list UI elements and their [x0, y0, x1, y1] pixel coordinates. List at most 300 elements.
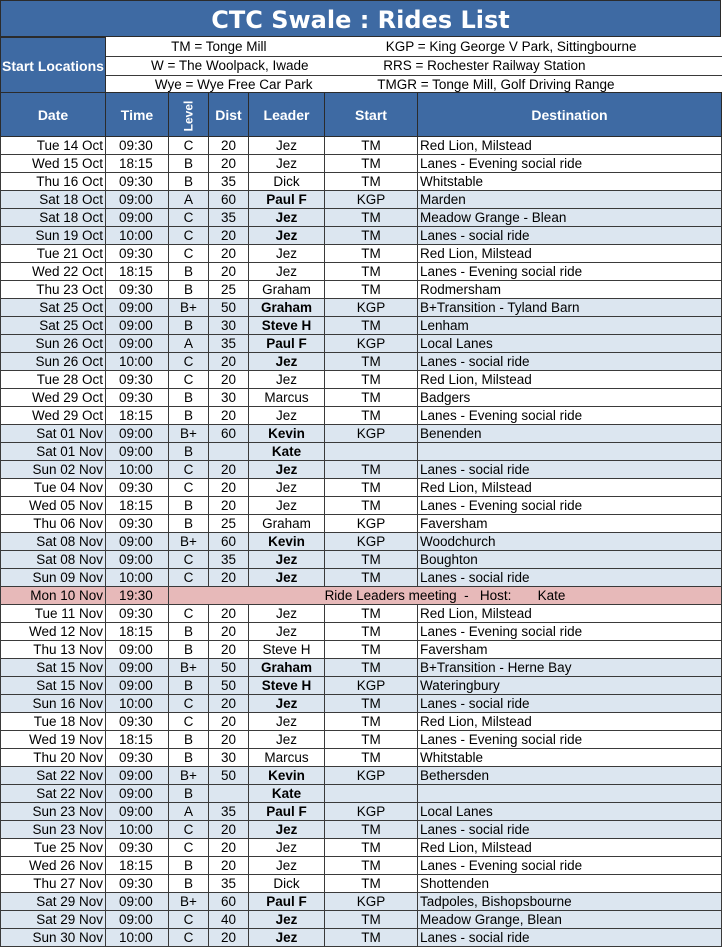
ride-time: 10:00: [106, 227, 169, 245]
ride-start: TM: [325, 263, 418, 281]
ride-date: Sun 23 Nov: [1, 821, 106, 839]
ride-row: [1, 407, 722, 425]
ride-time: 09:30: [106, 389, 169, 407]
ride-time: 10:00: [106, 461, 169, 479]
ride-destination: Red Lion, Milstead: [418, 371, 722, 389]
ride-time: 09:00: [106, 911, 169, 929]
ride-level: B+: [169, 299, 209, 317]
ride-distance: 50: [209, 299, 249, 317]
ride-start: TM: [325, 605, 418, 623]
column-header-start: Start: [325, 93, 418, 137]
ride-leader: Jez: [249, 821, 325, 839]
ride-start: KGP: [325, 677, 418, 695]
ride-time: 10:00: [106, 569, 169, 587]
ride-level: B: [169, 641, 209, 659]
ride-destination: Rodmersham: [418, 281, 722, 299]
ride-destination: B+Transition - Tyland Barn: [418, 299, 722, 317]
ride-date: Thu 06 Nov: [1, 515, 106, 533]
column-header-date: Date: [1, 93, 106, 137]
ride-row: [1, 335, 722, 353]
ride-distance: 20: [209, 227, 249, 245]
ride-date: Sun 19 Oct: [1, 227, 106, 245]
ride-level: C: [169, 479, 209, 497]
ride-start: KGP: [325, 803, 418, 821]
ride-distance: 60: [209, 191, 249, 209]
ride-time: 09:00: [106, 317, 169, 335]
ride-time: 09:30: [106, 245, 169, 263]
ride-level: B: [169, 155, 209, 173]
ride-destination: Lanes - Evening social ride: [418, 155, 722, 173]
ride-time: 09:30: [106, 371, 169, 389]
ride-level: B: [169, 857, 209, 875]
ride-date: Sat 01 Nov: [1, 443, 106, 461]
ride-time: 09:00: [106, 551, 169, 569]
ride-level: C: [169, 695, 209, 713]
ride-destination: Whitstable: [418, 749, 722, 767]
ride-leader: Jez: [249, 461, 325, 479]
ride-time: 10:00: [106, 821, 169, 839]
ride-start: TM: [325, 137, 418, 155]
ride-distance: 20: [209, 137, 249, 155]
ride-distance: 20: [209, 353, 249, 371]
ride-time: 18:15: [106, 155, 169, 173]
ride-date: Wed 26 Nov: [1, 857, 106, 875]
ride-level: C: [169, 551, 209, 569]
ride-time: 18:15: [106, 731, 169, 749]
ride-destination: Bethersden: [418, 767, 722, 785]
ride-distance: 20: [209, 641, 249, 659]
ride-row: [1, 371, 722, 389]
ride-distance: 20: [209, 695, 249, 713]
ride-leader: Marcus: [249, 749, 325, 767]
ride-destination: Faversham: [418, 641, 722, 659]
ride-destination: Red Lion, Milstead: [418, 137, 722, 155]
ride-start: KGP: [325, 335, 418, 353]
ride-destination: Benenden: [418, 425, 722, 443]
ride-destination: Meadow Grange, Blean: [418, 911, 722, 929]
ride-date: Wed 12 Nov: [1, 623, 106, 641]
ride-start: TM: [325, 929, 418, 947]
ride-distance: 35: [209, 551, 249, 569]
ride-level: B: [169, 677, 209, 695]
ride-row: [1, 515, 722, 533]
ride-start: TM: [325, 371, 418, 389]
ride-distance: 20: [209, 245, 249, 263]
ride-start: TM: [325, 209, 418, 227]
ride-row: [1, 893, 722, 911]
ride-level: C: [169, 569, 209, 587]
ride-leader: Jez: [249, 407, 325, 425]
ride-row: [1, 425, 722, 443]
ride-row: [1, 605, 722, 623]
ride-distance: 60: [209, 425, 249, 443]
ride-distance: 20: [209, 479, 249, 497]
ride-leader: Jez: [249, 137, 325, 155]
ride-distance: 25: [209, 515, 249, 533]
ride-date: Sun 26 Oct: [1, 335, 106, 353]
ride-leader: Jez: [249, 551, 325, 569]
location-key-tm: TM = Tonge Mill: [106, 38, 316, 57]
ride-time: 09:30: [106, 713, 169, 731]
ride-row: [1, 137, 722, 155]
ride-distance: 60: [209, 533, 249, 551]
ride-leader: Jez: [249, 227, 325, 245]
ride-time: 10:00: [106, 695, 169, 713]
ride-date: Thu 16 Oct: [1, 173, 106, 191]
ride-leader: Graham: [249, 659, 325, 677]
ride-date: Tue 11 Nov: [1, 605, 106, 623]
ride-leader: Jez: [249, 479, 325, 497]
ride-leader: Jez: [249, 731, 325, 749]
ride-date: Wed 29 Oct: [1, 389, 106, 407]
ride-time: 09:00: [106, 785, 169, 803]
ride-distance: 20: [209, 839, 249, 857]
ride-start: TM: [325, 353, 418, 371]
ride-time: 09:00: [106, 335, 169, 353]
ride-time: 09:00: [106, 803, 169, 821]
ride-level: C: [169, 209, 209, 227]
ride-row: [1, 173, 722, 191]
ride-time: 09:00: [106, 893, 169, 911]
ride-destination: Boughton: [418, 551, 722, 569]
ride-distance: 35: [209, 209, 249, 227]
ride-row: [1, 209, 722, 227]
column-header-destination: Destination: [418, 93, 722, 137]
ride-level: B: [169, 407, 209, 425]
ride-level: B: [169, 785, 209, 803]
ride-leader: Dick: [249, 173, 325, 191]
ride-date: Tue 28 Oct: [1, 371, 106, 389]
ride-destination: Woodchurch: [418, 533, 722, 551]
ride-leader: Jez: [249, 263, 325, 281]
ride-level: B+: [169, 533, 209, 551]
ride-date: Sat 22 Nov: [1, 767, 106, 785]
ride-leader: Paul F: [249, 803, 325, 821]
ride-level: A: [169, 335, 209, 353]
ride-destination: Red Lion, Milstead: [418, 245, 722, 263]
column-header-level: [169, 93, 209, 137]
ride-distance: 20: [209, 623, 249, 641]
meeting-row: [1, 587, 722, 605]
ride-row: [1, 569, 722, 587]
ride-leader: Steve H: [249, 677, 325, 695]
ride-level: C: [169, 461, 209, 479]
ride-leader: Kevin: [249, 767, 325, 785]
ride-start: TM: [325, 857, 418, 875]
ride-time: 09:00: [106, 533, 169, 551]
start-locations-table: [0, 37, 722, 95]
ride-destination: Local Lanes: [418, 335, 722, 353]
ride-leader: Jez: [249, 245, 325, 263]
ride-destination: Lanes - Evening social ride: [418, 623, 722, 641]
ride-leader: Jez: [249, 155, 325, 173]
ride-time: 09:00: [106, 209, 169, 227]
ride-time: 09:00: [106, 659, 169, 677]
ride-distance: 60: [209, 893, 249, 911]
ride-date: Thu 27 Nov: [1, 875, 106, 893]
ride-row: [1, 281, 722, 299]
ride-start: KGP: [325, 299, 418, 317]
ride-leader: Dick: [249, 875, 325, 893]
ride-distance: 20: [209, 497, 249, 515]
ride-start: KGP: [325, 767, 418, 785]
ride-destination: Lanes - Evening social ride: [418, 407, 722, 425]
ride-leader: Jez: [249, 371, 325, 389]
ride-leader: Graham: [249, 299, 325, 317]
ride-level: C: [169, 353, 209, 371]
ride-distance: 20: [209, 263, 249, 281]
ride-destination: Whitstable: [418, 173, 722, 191]
ride-level: B: [169, 731, 209, 749]
ride-destination: Faversham: [418, 515, 722, 533]
ride-distance: 50: [209, 767, 249, 785]
ride-leader: Jez: [249, 623, 325, 641]
ride-start: TM: [325, 623, 418, 641]
ride-start: TM: [325, 245, 418, 263]
ride-start: TM: [325, 731, 418, 749]
ride-row: [1, 443, 722, 461]
ride-row: [1, 191, 722, 209]
ride-date: Sun 30 Nov: [1, 929, 106, 947]
ride-time: 09:00: [106, 443, 169, 461]
rides-table: [0, 92, 722, 947]
ride-date: Sat 29 Nov: [1, 911, 106, 929]
ride-distance: 20: [209, 569, 249, 587]
ride-level: B: [169, 443, 209, 461]
ride-row: [1, 497, 722, 515]
ride-date: Sun 02 Nov: [1, 461, 106, 479]
ride-date: Sat 18 Oct: [1, 191, 106, 209]
ride-destination: Lanes - social ride: [418, 227, 722, 245]
ride-destination: Badgers: [418, 389, 722, 407]
ride-distance: 50: [209, 659, 249, 677]
column-header-time: Time: [106, 93, 169, 137]
ride-row: [1, 911, 722, 929]
ride-level: C: [169, 713, 209, 731]
ride-destination: Tadpoles, Bishopsbourne: [418, 893, 722, 911]
start-locations-heading: Start Locations: [1, 38, 106, 95]
ride-level: A: [169, 191, 209, 209]
ride-row: [1, 857, 722, 875]
ride-row: [1, 803, 722, 821]
ride-row: [1, 551, 722, 569]
ride-distance: 35: [209, 875, 249, 893]
ride-date: Mon 10 Nov: [1, 587, 106, 605]
ride-date: Sat 18 Oct: [1, 209, 106, 227]
ride-start: TM: [325, 659, 418, 677]
ride-level: B: [169, 173, 209, 191]
ride-row: [1, 623, 722, 641]
ride-time: 19:30: [106, 587, 169, 605]
ride-distance: 20: [209, 461, 249, 479]
ride-start: TM: [325, 749, 418, 767]
ride-level: C: [169, 821, 209, 839]
ride-destination: Red Lion, Milstead: [418, 479, 722, 497]
ride-date: Sun 23 Nov: [1, 803, 106, 821]
ride-date: Sat 22 Nov: [1, 785, 106, 803]
location-key-rrs: RRS = Rochester Railway Station: [316, 56, 722, 75]
ride-destination: Red Lion, Milstead: [418, 839, 722, 857]
ride-date: Wed 22 Oct: [1, 263, 106, 281]
ride-leader: Jez: [249, 713, 325, 731]
ride-time: 09:00: [106, 425, 169, 443]
ride-date: Tue 21 Oct: [1, 245, 106, 263]
ride-time: 09:30: [106, 479, 169, 497]
ride-row: [1, 785, 722, 803]
ride-row: [1, 533, 722, 551]
location-key-tmgr: TMGR = Tonge Mill, Golf Driving Range: [316, 75, 722, 94]
ride-row: [1, 749, 722, 767]
ride-start: [325, 443, 418, 461]
ride-time: 09:30: [106, 515, 169, 533]
ride-start: TM: [325, 479, 418, 497]
ride-row: [1, 353, 722, 371]
ride-start: TM: [325, 911, 418, 929]
ride-distance: 35: [209, 335, 249, 353]
location-key-kgp: KGP = King George V Park, Sittingbourne: [316, 38, 722, 57]
ride-start: TM: [325, 821, 418, 839]
ride-row: [1, 317, 722, 335]
ride-leader: Kate: [249, 443, 325, 461]
ride-row: [1, 479, 722, 497]
ride-row: [1, 389, 722, 407]
ride-time: 09:30: [106, 173, 169, 191]
ride-time: 09:30: [106, 605, 169, 623]
ride-distance: 50: [209, 677, 249, 695]
rides-header-row: [1, 93, 722, 137]
ride-destination: Lanes - Evening social ride: [418, 497, 722, 515]
ride-start: TM: [325, 551, 418, 569]
ride-date: Sat 25 Oct: [1, 317, 106, 335]
ride-date: Wed 19 Nov: [1, 731, 106, 749]
ride-date: Sat 29 Nov: [1, 893, 106, 911]
ride-leader: Jez: [249, 929, 325, 947]
ride-date: Sat 25 Oct: [1, 299, 106, 317]
ride-time: 18:15: [106, 263, 169, 281]
ride-date: Tue 18 Nov: [1, 713, 106, 731]
ride-date: Sat 08 Nov: [1, 551, 106, 569]
ride-destination: Lanes - social ride: [418, 929, 722, 947]
ride-level: B: [169, 623, 209, 641]
ride-destination: Shottenden: [418, 875, 722, 893]
ride-row: [1, 821, 722, 839]
ride-leader: Marcus: [249, 389, 325, 407]
ride-date: Sun 26 Oct: [1, 353, 106, 371]
ride-time: 09:00: [106, 677, 169, 695]
ride-distance: 20: [209, 155, 249, 173]
ride-start: KGP: [325, 515, 418, 533]
ride-start: TM: [325, 497, 418, 515]
ride-date: Tue 14 Oct: [1, 137, 106, 155]
ride-level: C: [169, 929, 209, 947]
ride-row: [1, 731, 722, 749]
ride-start: TM: [325, 839, 418, 857]
ride-distance: 35: [209, 173, 249, 191]
ride-level: C: [169, 245, 209, 263]
ride-start: TM: [325, 389, 418, 407]
ride-time: 09:30: [106, 749, 169, 767]
ride-time: 09:30: [106, 281, 169, 299]
ride-start: TM: [325, 713, 418, 731]
ride-start: [325, 785, 418, 803]
ride-time: 09:30: [106, 137, 169, 155]
ride-level: B: [169, 497, 209, 515]
ride-leader: Jez: [249, 839, 325, 857]
ride-leader: Jez: [249, 497, 325, 515]
column-header-dist: Dist: [209, 93, 249, 137]
ride-time: 18:15: [106, 857, 169, 875]
ride-start: TM: [325, 641, 418, 659]
ride-destination: Lanes - social ride: [418, 695, 722, 713]
ride-date: Wed 05 Nov: [1, 497, 106, 515]
ride-distance: 20: [209, 857, 249, 875]
ride-time: 09:00: [106, 299, 169, 317]
ride-destination: Lanes - Evening social ride: [418, 263, 722, 281]
ride-destination: B+Transition - Herne Bay: [418, 659, 722, 677]
ride-row: [1, 839, 722, 857]
ride-row: [1, 767, 722, 785]
ride-start: TM: [325, 461, 418, 479]
ride-distance: 20: [209, 713, 249, 731]
ride-time: 09:00: [106, 767, 169, 785]
ride-level: B: [169, 263, 209, 281]
location-key-wye: Wye = Wye Free Car Park: [106, 75, 316, 94]
ride-destination: [418, 785, 722, 803]
ride-distance: 30: [209, 317, 249, 335]
ride-row: [1, 263, 722, 281]
ride-row: [1, 677, 722, 695]
ride-level: B+: [169, 425, 209, 443]
ride-date: Sat 15 Nov: [1, 659, 106, 677]
ride-destination: Lanes - Evening social ride: [418, 731, 722, 749]
ride-destination: Lanes - social ride: [418, 569, 722, 587]
ride-start: TM: [325, 875, 418, 893]
ride-date: Sat 08 Nov: [1, 533, 106, 551]
ride-level: B: [169, 281, 209, 299]
ride-leader: Jez: [249, 569, 325, 587]
ride-row: [1, 695, 722, 713]
ride-distance: 40: [209, 911, 249, 929]
ride-time: 18:15: [106, 623, 169, 641]
column-header-level-label: Level: [181, 100, 196, 131]
rides-body: [1, 137, 722, 947]
column-header-leader: Leader: [249, 93, 325, 137]
ride-leader: Steve H: [249, 641, 325, 659]
ride-start: TM: [325, 317, 418, 335]
ride-distance: 35: [209, 803, 249, 821]
ride-distance: 20: [209, 371, 249, 389]
ride-level: B: [169, 875, 209, 893]
ride-time: 09:30: [106, 875, 169, 893]
ride-start: TM: [325, 569, 418, 587]
ride-start: TM: [325, 155, 418, 173]
ride-distance: 30: [209, 749, 249, 767]
ride-level: C: [169, 911, 209, 929]
ride-destination: Red Lion, Milstead: [418, 605, 722, 623]
ride-row: [1, 461, 722, 479]
ride-distance: 20: [209, 407, 249, 425]
ride-date: Sat 15 Nov: [1, 677, 106, 695]
ride-destination: Lanes - social ride: [418, 353, 722, 371]
ride-time: 10:00: [106, 929, 169, 947]
ride-level: C: [169, 839, 209, 857]
ride-leader: Paul F: [249, 335, 325, 353]
ride-leader: Jez: [249, 695, 325, 713]
ride-level: B+: [169, 893, 209, 911]
ride-date: Thu 23 Oct: [1, 281, 106, 299]
ride-start: TM: [325, 227, 418, 245]
ride-level: B: [169, 317, 209, 335]
